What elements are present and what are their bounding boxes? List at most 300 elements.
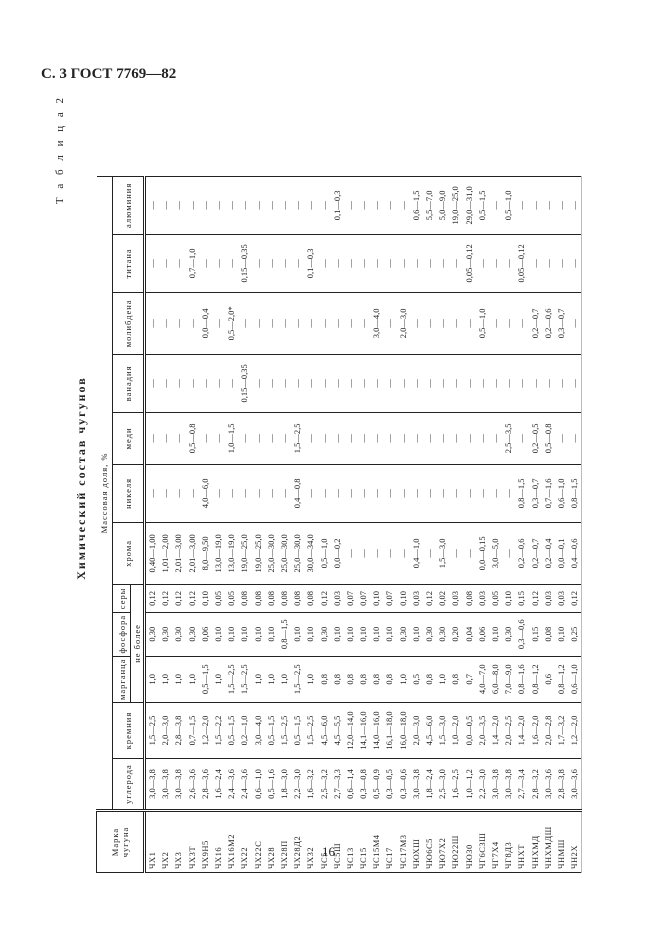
cell-carbon: 2,5—3,2 [317, 759, 330, 811]
cell-silicon: 2,0—2,5 [502, 703, 515, 759]
cell-titanium: — [212, 234, 225, 292]
cell-manganese: 1,5—2,5 [238, 656, 251, 702]
cell-sulfur: 0,05 [225, 584, 238, 612]
cell-copper: 2,5—3,5 [502, 412, 515, 464]
cell-carbon: 1,6—2,5 [449, 759, 462, 811]
cell-sulfur: 0,10 [370, 584, 383, 612]
cell-titanium: — [159, 234, 172, 292]
table-row [212, 176, 225, 872]
cell-vanadium: — [449, 354, 462, 412]
cell-silicon: 14,1—16,0 [357, 703, 370, 759]
cell-molybdenum: — [489, 292, 502, 354]
cell-chromium: — [344, 522, 357, 584]
cell-grade: ЧХ28П [278, 811, 291, 873]
cell-molybdenum: — [278, 292, 291, 354]
cell-silicon: 4,5—6,0 [317, 703, 330, 759]
cell-aluminum: 19,0—25,0 [449, 176, 462, 234]
cell-vanadium: — [436, 354, 449, 412]
cell-titanium: — [528, 234, 541, 292]
cell-sulfur: 0,12 [317, 584, 330, 612]
cell-grade: ЧХ1 [145, 811, 160, 873]
cell-aluminum: — [186, 176, 199, 234]
cell-silicon: 1,2—2,0 [568, 703, 582, 759]
header-mass-fraction: Массовая доля, % [97, 176, 113, 810]
table-title: Химический состав чугунов [74, 376, 88, 580]
cell-copper: 1,5—2,5 [291, 412, 304, 464]
cell-silicon: 0,7—1,5 [186, 703, 199, 759]
cell-manganese: 0,6—1,0 [568, 656, 582, 702]
cell-vanadium: — [423, 354, 436, 412]
cell-titanium: 0,05—0,12 [463, 234, 476, 292]
table-row [370, 176, 383, 872]
cell-nickel: — [317, 464, 330, 522]
cell-manganese: 0,8 [449, 656, 462, 702]
cell-phosphorus: 0,15 [528, 612, 541, 656]
cell-phosphorus: 0,20 [449, 612, 462, 656]
cell-chromium: 1,01—2,00 [159, 522, 172, 584]
cell-phosphorus: 0,30 [423, 612, 436, 656]
cell-sulfur: 0,05 [212, 584, 225, 612]
cell-carbon: 1,0—1,2 [463, 759, 476, 811]
cell-nickel: — [238, 464, 251, 522]
cell-chromium: 0,4—0,6 [568, 522, 582, 584]
cell-phosphorus: 0,10 [331, 612, 344, 656]
cell-phosphorus: 0,30 [502, 612, 515, 656]
cell-copper: — [238, 412, 251, 464]
cell-copper: 1,0—1,5 [225, 412, 238, 464]
cell-molybdenum: — [502, 292, 515, 354]
cell-chromium: — [502, 522, 515, 584]
cell-aluminum: — [489, 176, 502, 234]
cell-copper: — [423, 412, 436, 464]
cell-copper: — [397, 412, 410, 464]
cell-carbon: 2,7—3,4 [515, 759, 528, 811]
cell-vanadium: — [344, 354, 357, 412]
cell-grade: ЧХ32 [304, 811, 317, 873]
cell-nickel: — [423, 464, 436, 522]
cell-vanadium: — [291, 354, 304, 412]
cell-aluminum: 5,0—9,0 [436, 176, 449, 234]
cell-silicon: 1,7—3,2 [555, 703, 568, 759]
cell-silicon: 1,6—2,0 [528, 703, 541, 759]
cell-chromium: — [397, 522, 410, 584]
cell-phosphorus: 0,10 [357, 612, 370, 656]
cell-phosphorus: 0,10 [489, 612, 502, 656]
cell-nickel: — [212, 464, 225, 522]
cell-titanium: — [489, 234, 502, 292]
cell-carbon: 3,0—3,6 [568, 759, 582, 811]
cell-manganese: 1,0 [145, 656, 160, 702]
cell-manganese: 0,8—1,6 [515, 656, 528, 702]
cell-silicon: 12,0—14,0 [344, 703, 357, 759]
cell-grade: ЧХ22 [238, 811, 251, 873]
cell-carbon: 3,0—3,8 [410, 759, 423, 811]
cell-copper: — [331, 412, 344, 464]
cell-carbon: 0,3—0,5 [383, 759, 396, 811]
cell-titanium: — [278, 234, 291, 292]
cell-vanadium: — [397, 354, 410, 412]
cell-nickel: — [344, 464, 357, 522]
cell-sulfur: 0,10 [199, 584, 212, 612]
cell-grade: ЧХ3Т [186, 811, 199, 873]
table-row [357, 176, 370, 872]
cell-copper: 0,5—0,8 [186, 412, 199, 464]
cell-silicon: 1,5—2,5 [145, 703, 160, 759]
cell-silicon: 1,5—2,5 [304, 703, 317, 759]
cell-manganese: 0,8 [357, 656, 370, 702]
cell-sulfur: 0,08 [463, 584, 476, 612]
cell-nickel: — [449, 464, 462, 522]
cell-chromium: 0,2—0,7 [528, 522, 541, 584]
cell-aluminum: — [357, 176, 370, 234]
cell-carbon: 2,4—3,6 [238, 759, 251, 811]
cell-aluminum: — [568, 176, 582, 234]
cell-aluminum: — [542, 176, 555, 234]
table-row [528, 176, 541, 872]
cell-molybdenum: — [265, 292, 278, 354]
cell-sulfur: 0,12 [528, 584, 541, 612]
cell-chromium: 0,0—0,1 [555, 522, 568, 584]
cell-copper: — [357, 412, 370, 464]
cell-grade: ЧЮ22Ш [449, 811, 462, 873]
cell-carbon: 2,7—3,3 [331, 759, 344, 811]
cell-chromium: — [357, 522, 370, 584]
cell-molybdenum: — [145, 292, 160, 354]
cell-molybdenum: — [304, 292, 317, 354]
table-row [225, 176, 238, 872]
table-row [317, 176, 330, 872]
cell-molybdenum: 0,2—0,6 [542, 292, 555, 354]
header-phosphorus: фосфора [113, 612, 131, 656]
cell-silicon: 1,4—2,0 [489, 703, 502, 759]
cell-silicon: 1,2—2,0 [199, 703, 212, 759]
cell-nickel: — [225, 464, 238, 522]
cell-phosphorus: 0,30 [317, 612, 330, 656]
cell-molybdenum: — [172, 292, 185, 354]
cell-titanium: 0,1—0,3 [304, 234, 317, 292]
cell-nickel: — [476, 464, 489, 522]
cell-copper: — [410, 412, 423, 464]
table-row [252, 176, 265, 872]
cell-carbon: 0,5—1,6 [265, 759, 278, 811]
cell-sulfur: 0,08 [238, 584, 251, 612]
cell-grade: ЧНХМД [528, 811, 541, 873]
cell-molybdenum: — [238, 292, 251, 354]
cell-aluminum: 0,5—1,0 [502, 176, 515, 234]
cell-sulfur: 0,08 [252, 584, 265, 612]
cell-sulfur: 0,03 [555, 584, 568, 612]
cell-carbon: 3,0—3,8 [159, 759, 172, 811]
table-row [555, 176, 568, 872]
cell-vanadium: — [159, 354, 172, 412]
cell-aluminum: — [317, 176, 330, 234]
cell-sulfur: 0,02 [436, 584, 449, 612]
cell-vanadium: — [463, 354, 476, 412]
cell-carbon: 2,6—3,6 [186, 759, 199, 811]
cell-sulfur: 0,03 [542, 584, 555, 612]
table-row [238, 176, 251, 872]
cell-chromium: 0,2—0,4 [542, 522, 555, 584]
cell-carbon: 3,0—3,8 [172, 759, 185, 811]
cell-vanadium: 0,15—0,35 [238, 354, 251, 412]
cell-grade: ЧС17М3 [397, 811, 410, 873]
table-row [489, 176, 502, 872]
cell-copper: — [172, 412, 185, 464]
cell-phosphorus: 0,10 [555, 612, 568, 656]
cell-nickel: — [370, 464, 383, 522]
header-silicon: кремния [113, 703, 145, 759]
cell-titanium: — [449, 234, 462, 292]
cell-grade: ЧС15 [357, 811, 370, 873]
cell-chromium: 0,40—1,00 [145, 522, 160, 584]
cell-chromium: 0,4—1,0 [410, 522, 423, 584]
cell-molybdenum: — [568, 292, 582, 354]
header-copper: меди [113, 412, 145, 464]
cell-sulfur: 0,08 [291, 584, 304, 612]
cell-titanium: — [476, 234, 489, 292]
cell-molybdenum: 0,0—0,4 [199, 292, 212, 354]
cell-aluminum: — [265, 176, 278, 234]
cell-carbon: 0,3—0,6 [397, 759, 410, 811]
cell-vanadium: — [410, 354, 423, 412]
cell-phosphorus: 0,3—0,6 [515, 612, 528, 656]
cell-carbon: 1,6—3,2 [304, 759, 317, 811]
cell-sulfur: 0,12 [423, 584, 436, 612]
cell-carbon: 0,6—1,0 [252, 759, 265, 811]
cell-nickel: 0,8—1,5 [568, 464, 582, 522]
cell-chromium: 13,0—19,0 [212, 522, 225, 584]
cell-copper: — [252, 412, 265, 464]
cell-copper: — [476, 412, 489, 464]
cell-sulfur: 0,12 [145, 584, 160, 612]
cell-aluminum: 29,0—31,0 [463, 176, 476, 234]
cell-copper: — [568, 412, 582, 464]
cell-nickel: — [186, 464, 199, 522]
table-row [423, 176, 436, 872]
cell-copper: — [317, 412, 330, 464]
cell-manganese: 1,0 [304, 656, 317, 702]
cell-carbon: 3,0—3,8 [145, 759, 160, 811]
table-row [278, 176, 291, 872]
cell-titanium: — [555, 234, 568, 292]
cell-titanium: — [423, 234, 436, 292]
cell-grade: ЧХ28Д2 [291, 811, 304, 873]
table-label: Т а б л и ц а 2 [54, 95, 66, 205]
header-vanadium: ванадия [113, 354, 145, 412]
cell-molybdenum: — [344, 292, 357, 354]
cell-manganese: 4,0—7,0 [476, 656, 489, 702]
cell-copper: — [555, 412, 568, 464]
cell-titanium: — [225, 234, 238, 292]
cell-grade: ЧГ8Д3 [502, 811, 515, 873]
cell-phosphorus: 0,10 [238, 612, 251, 656]
cell-chromium: 2,01—3,00 [186, 522, 199, 584]
cell-sulfur: 0,08 [265, 584, 278, 612]
cell-grade: ЧНМШ [555, 811, 568, 873]
cell-aluminum: — [225, 176, 238, 234]
cell-titanium: — [172, 234, 185, 292]
cell-vanadium: — [225, 354, 238, 412]
cell-copper: — [383, 412, 396, 464]
cell-silicon: 1,5—2,5 [278, 703, 291, 759]
cell-phosphorus: 0,10 [212, 612, 225, 656]
cell-chromium: 13,0—19,0 [225, 522, 238, 584]
cell-sulfur: 0,15 [515, 584, 528, 612]
cell-copper: — [463, 412, 476, 464]
cell-molybdenum: — [449, 292, 462, 354]
cell-manganese: 1,0 [186, 656, 199, 702]
cell-sulfur: 0,03 [449, 584, 462, 612]
cell-aluminum: 0,1—0,3 [331, 176, 344, 234]
cell-chromium: 25,0—30,0 [278, 522, 291, 584]
cell-silicon: 1,5—3,0 [436, 703, 449, 759]
cell-silicon: 2,0—3,0 [159, 703, 172, 759]
cell-molybdenum: — [383, 292, 396, 354]
cell-silicon: 3,0—4,0 [252, 703, 265, 759]
cell-carbon: 0,5—0,9 [370, 759, 383, 811]
table-row [397, 176, 410, 872]
cell-vanadium: — [476, 354, 489, 412]
cell-vanadium: — [252, 354, 265, 412]
cell-nickel: — [410, 464, 423, 522]
cell-phosphorus: 0,04 [463, 612, 476, 656]
cell-vanadium: — [568, 354, 582, 412]
cell-vanadium: — [331, 354, 344, 412]
cell-phosphorus: 0,30 [186, 612, 199, 656]
cell-copper: — [370, 412, 383, 464]
cell-copper: — [199, 412, 212, 464]
cell-manganese: 1,0 [252, 656, 265, 702]
cell-aluminum: — [199, 176, 212, 234]
cell-sulfur: 0,12 [568, 584, 582, 612]
cell-manganese: 1,5—2,5 [291, 656, 304, 702]
cell-molybdenum: — [515, 292, 528, 354]
table-row [449, 176, 462, 872]
cell-sulfur: 0,03 [410, 584, 423, 612]
cell-manganese: 1,0 [397, 656, 410, 702]
cell-nickel: — [304, 464, 317, 522]
cell-molybdenum: — [317, 292, 330, 354]
cell-vanadium: — [278, 354, 291, 412]
cell-grade: ЧС5Ш [331, 811, 344, 873]
cell-carbon: 2,2—3,0 [291, 759, 304, 811]
cell-nickel: — [331, 464, 344, 522]
cell-carbon: 1,8—3,0 [278, 759, 291, 811]
cell-carbon: 1,6—2,4 [212, 759, 225, 811]
cell-molybdenum: — [186, 292, 199, 354]
cell-nickel: — [489, 464, 502, 522]
header-carbon: углерода [113, 759, 145, 811]
cell-aluminum: — [515, 176, 528, 234]
cell-titanium: — [331, 234, 344, 292]
cell-titanium: — [344, 234, 357, 292]
cell-phosphorus: 0,08 [542, 612, 555, 656]
cell-manganese: 0,7 [463, 656, 476, 702]
cell-molybdenum: — [212, 292, 225, 354]
cell-chromium: 0,5—1,0 [317, 522, 330, 584]
cell-chromium: — [423, 522, 436, 584]
cell-chromium: 30,0—34,0 [304, 522, 317, 584]
cell-chromium: 25,0—30,0 [291, 522, 304, 584]
cell-phosphorus: 0,10 [252, 612, 265, 656]
cell-vanadium: — [186, 354, 199, 412]
cell-sulfur: 0,07 [344, 584, 357, 612]
cell-phosphorus: 0,10 [344, 612, 357, 656]
cell-aluminum: — [291, 176, 304, 234]
cell-carbon: 0,6—1,4 [344, 759, 357, 811]
cell-titanium: 0,15—0,35 [238, 234, 251, 292]
cell-nickel: 0,6—1,0 [555, 464, 568, 522]
table-row [410, 176, 423, 872]
table-row [291, 176, 304, 872]
cell-vanadium: — [370, 354, 383, 412]
table-row [515, 176, 528, 872]
header-titanium: титана [113, 234, 145, 292]
cell-manganese: 0,8 [344, 656, 357, 702]
cell-titanium: — [397, 234, 410, 292]
cell-aluminum: — [555, 176, 568, 234]
cell-copper: — [265, 412, 278, 464]
cell-carbon: 1,8—2,4 [423, 759, 436, 811]
table-row [542, 176, 555, 872]
table-row [186, 176, 199, 872]
cell-copper: — [212, 412, 225, 464]
cell-manganese: 7,0—9,0 [502, 656, 515, 702]
cell-sulfur: 0,12 [186, 584, 199, 612]
cell-chromium: — [463, 522, 476, 584]
cell-vanadium: — [489, 354, 502, 412]
cell-grade: ЧХ22С [252, 811, 265, 873]
page-header: С. 3 ГОСТ 7769—82 [41, 66, 177, 82]
table-row [265, 176, 278, 872]
cell-manganese: 1,0 [212, 656, 225, 702]
cell-silicon: 4,5—5,5 [331, 703, 344, 759]
cell-sulfur: 0,03 [331, 584, 344, 612]
cell-grade: ЧС5 [317, 811, 330, 873]
header-grade: Марка чугуна [97, 811, 145, 873]
table-row [502, 176, 515, 872]
cell-titanium: — [436, 234, 449, 292]
cell-silicon: 0,5—1,5 [225, 703, 238, 759]
cell-vanadium: — [145, 354, 160, 412]
cell-chromium: 8,0—9,50 [199, 522, 212, 584]
cell-manganese: 0,5—1,5 [199, 656, 212, 702]
cell-molybdenum: 0,3—0,7 [555, 292, 568, 354]
cell-manganese: 1,0 [265, 656, 278, 702]
cell-titanium: — [252, 234, 265, 292]
cell-silicon: 1,4—2,0 [515, 703, 528, 759]
cell-titanium: — [410, 234, 423, 292]
cell-titanium: — [383, 234, 396, 292]
cell-copper: — [436, 412, 449, 464]
cell-grade: ЧХ3 [172, 811, 185, 873]
cell-nickel: 0,8—1,5 [515, 464, 528, 522]
cell-aluminum: — [238, 176, 251, 234]
cell-silicon: 16,0—18,0 [397, 703, 410, 759]
cell-grade: ЧН2Х [568, 811, 582, 873]
cell-vanadium: — [317, 354, 330, 412]
cell-chromium: 19,0—25,0 [238, 522, 251, 584]
table-row [199, 176, 212, 872]
cell-aluminum: — [278, 176, 291, 234]
cell-copper: — [304, 412, 317, 464]
cell-vanadium: — [383, 354, 396, 412]
cell-carbon: 2,8—3,6 [199, 759, 212, 811]
cell-manganese: 0,8—1,2 [528, 656, 541, 702]
cell-sulfur: 0,10 [397, 584, 410, 612]
table-row [476, 176, 489, 872]
cell-phosphorus: 0,10 [291, 612, 304, 656]
